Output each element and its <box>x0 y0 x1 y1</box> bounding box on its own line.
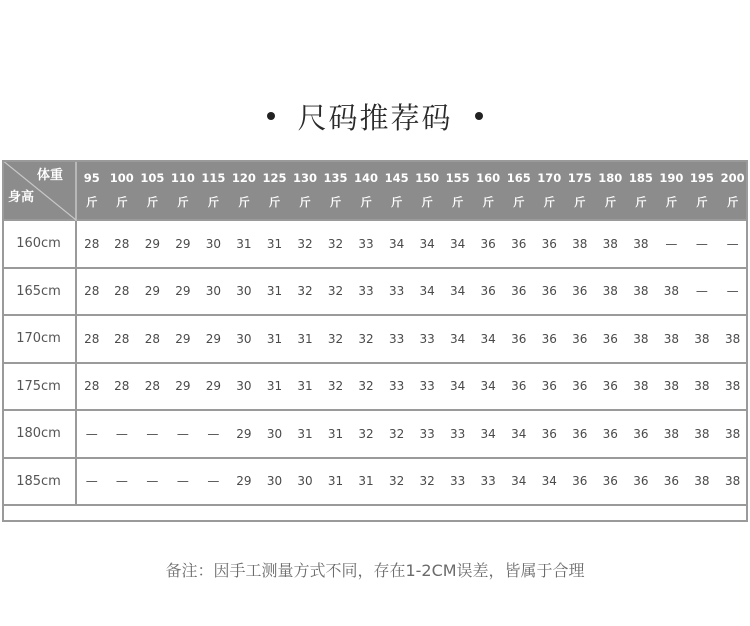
size-cell: 32 <box>320 315 351 363</box>
size-cell: 28 <box>76 220 107 268</box>
table-row <box>2 220 748 268</box>
size-cell: 36 <box>534 315 565 363</box>
size-cell: 38 <box>626 268 657 316</box>
size-cell: 34 <box>534 458 565 506</box>
weight-value: 195 <box>689 170 714 185</box>
size-cell: — <box>656 220 687 268</box>
weight-header-cell <box>534 160 565 220</box>
size-cell: — <box>76 458 107 506</box>
footnote: 备注：因手工测量方式不同，存在1-2CM误差，皆属于合理 <box>165 561 585 580</box>
weight-value: 180 <box>598 170 623 185</box>
size-cell: — <box>717 220 748 268</box>
weight-value: 185 <box>628 170 653 185</box>
size-cell: 28 <box>137 363 168 411</box>
size-cell: 33 <box>442 410 473 458</box>
page-header <box>0 94 750 138</box>
size-cell: 34 <box>442 363 473 411</box>
size-cell: 31 <box>259 315 290 363</box>
weight-axis-label: 体重 <box>37 168 64 183</box>
weight-header-cell <box>626 160 657 220</box>
weight-unit: 斤 <box>268 194 281 209</box>
weight-header-cell <box>290 160 321 220</box>
size-cell: 29 <box>198 315 229 363</box>
size-cell: 36 <box>626 458 657 506</box>
size-cell: 38 <box>626 220 657 268</box>
size-cell: 31 <box>351 458 382 506</box>
size-cell: 31 <box>290 410 321 458</box>
size-cell: 29 <box>168 315 199 363</box>
weight-unit: 斤 <box>696 194 708 209</box>
size-cell: 32 <box>290 220 321 268</box>
weight-value: 140 <box>354 170 379 185</box>
size-cell: 33 <box>381 268 412 316</box>
weight-header-cell <box>351 160 382 220</box>
weight-unit: 斤 <box>238 194 250 209</box>
weight-unit: 斤 <box>574 194 586 209</box>
table-row <box>2 268 748 316</box>
size-cell: 38 <box>687 363 718 411</box>
size-cell: 38 <box>626 363 657 411</box>
size-cell: — <box>198 458 229 506</box>
weight-value: 150 <box>415 170 440 185</box>
weight-value: 170 <box>537 170 562 185</box>
size-cell: 38 <box>687 458 718 506</box>
weight-value: 165 <box>506 170 531 185</box>
header-row <box>2 160 748 220</box>
table-row <box>2 410 748 458</box>
size-cell: 30 <box>229 268 260 316</box>
weight-value: 120 <box>231 170 256 185</box>
weight-unit: 斤 <box>482 194 494 209</box>
size-cell: 32 <box>320 220 351 268</box>
weight-header-cell <box>198 160 229 220</box>
size-cell: 38 <box>656 268 687 316</box>
size-cell: — <box>198 410 229 458</box>
weight-unit: 斤 <box>604 194 617 209</box>
size-cell: 28 <box>107 363 138 411</box>
size-cell: 36 <box>595 410 626 458</box>
size-cell: 36 <box>534 363 565 411</box>
size-cell: 34 <box>412 268 443 316</box>
weight-unit: 斤 <box>390 194 403 209</box>
size-cell: 31 <box>290 315 321 363</box>
size-cell: 31 <box>290 363 321 411</box>
size-cell: 31 <box>320 458 351 506</box>
size-cell: — <box>687 220 718 268</box>
size-cell: 28 <box>107 220 138 268</box>
weight-unit: 斤 <box>116 194 128 209</box>
weight-unit: 斤 <box>451 194 464 209</box>
weight-header-cell <box>687 160 718 220</box>
weight-unit: 斤 <box>177 194 189 209</box>
size-cell: 29 <box>229 410 260 458</box>
weight-value: 160 <box>476 170 501 185</box>
size-cell: 36 <box>565 458 596 506</box>
size-cell: 36 <box>565 315 596 363</box>
size-cell: 36 <box>503 315 534 363</box>
size-cell: 34 <box>381 220 412 268</box>
weight-header-cell <box>442 160 473 220</box>
size-cell: 30 <box>229 315 260 363</box>
size-cell: 32 <box>320 268 351 316</box>
size-cell: 36 <box>503 268 534 316</box>
weight-unit: 斤 <box>512 194 525 209</box>
size-cell: 38 <box>626 315 657 363</box>
weight-header-cell <box>168 160 199 220</box>
weight-value: 110 <box>170 170 195 185</box>
bullet-dot-icon <box>267 112 275 120</box>
size-cell: 29 <box>198 363 229 411</box>
size-cell: 36 <box>656 458 687 506</box>
size-cell: 28 <box>107 268 138 316</box>
weight-unit: 斤 <box>86 194 98 209</box>
size-cell: 34 <box>442 315 473 363</box>
weight-value: 130 <box>292 170 317 185</box>
height-axis-label: 身高 <box>8 190 35 205</box>
height-label-cell: 185cm <box>2 458 76 506</box>
size-cell: 36 <box>534 268 565 316</box>
table-row <box>2 315 748 363</box>
weight-value: 200 <box>720 170 745 185</box>
weight-header-cell <box>473 160 504 220</box>
size-cell: 34 <box>473 315 504 363</box>
size-cell: 36 <box>473 268 504 316</box>
weight-header-cell <box>137 160 168 220</box>
bullet-dot-icon <box>475 112 483 120</box>
weight-unit: 斤 <box>299 194 311 209</box>
size-cell: — <box>168 458 199 506</box>
size-cell: 33 <box>351 268 382 316</box>
size-cell: 30 <box>198 220 229 268</box>
size-cell: 38 <box>656 410 687 458</box>
size-cell: 38 <box>595 268 626 316</box>
size-cell: 33 <box>381 363 412 411</box>
size-cell: 32 <box>351 410 382 458</box>
weight-header-cell <box>259 160 290 220</box>
weight-unit: 斤 <box>146 194 159 209</box>
height-label-cell: 160cm <box>2 220 76 268</box>
weight-header-cell <box>717 160 748 220</box>
size-cell: 38 <box>717 410 748 458</box>
size-cell: 28 <box>76 315 107 363</box>
size-cell: 36 <box>534 220 565 268</box>
size-cell: 30 <box>198 268 229 316</box>
height-label-cell: 165cm <box>2 268 76 316</box>
size-cell: 31 <box>259 363 290 411</box>
size-cell: 38 <box>717 458 748 506</box>
size-cell: 36 <box>503 363 534 411</box>
size-cell: 29 <box>168 220 199 268</box>
size-cell: 33 <box>351 220 382 268</box>
size-cell: 29 <box>168 268 199 316</box>
size-cell: 36 <box>565 268 596 316</box>
size-cell: 34 <box>473 363 504 411</box>
weight-header-cell <box>381 160 412 220</box>
weight-header-cell <box>76 160 107 220</box>
size-cell: 34 <box>412 220 443 268</box>
weight-value: 115 <box>201 170 226 185</box>
size-cell: 38 <box>717 363 748 411</box>
size-cell: 32 <box>351 363 382 411</box>
size-cell: 31 <box>320 410 351 458</box>
size-cell: 34 <box>442 268 473 316</box>
size-cell: 32 <box>290 268 321 316</box>
size-cell: 36 <box>595 315 626 363</box>
size-cell: 36 <box>503 220 534 268</box>
weight-unit: 斤 <box>635 194 647 209</box>
size-cell: — <box>717 268 748 316</box>
size-cell: 32 <box>381 458 412 506</box>
size-cell: 32 <box>381 410 412 458</box>
weight-value: 190 <box>659 170 684 185</box>
size-cell: — <box>137 458 168 506</box>
size-cell: — <box>76 410 107 458</box>
size-cell: 30 <box>259 458 290 506</box>
size-cell: 30 <box>290 458 321 506</box>
size-cell: 36 <box>565 410 596 458</box>
weight-header-cell <box>229 160 260 220</box>
weight-value: 105 <box>140 170 165 185</box>
height-label-cell: 180cm <box>2 410 76 458</box>
size-cell: 36 <box>534 410 565 458</box>
size-cell: 33 <box>381 315 412 363</box>
size-cell: 28 <box>107 315 138 363</box>
weight-header-cell <box>503 160 534 220</box>
size-cell: 29 <box>137 220 168 268</box>
size-cell: 36 <box>565 363 596 411</box>
weight-header-cell <box>107 160 138 220</box>
page-title: 尺码推荐码 <box>297 100 453 135</box>
weight-value: 155 <box>445 170 470 185</box>
size-cell: 28 <box>76 268 107 316</box>
size-cell: 38 <box>687 315 718 363</box>
weight-header-cell <box>565 160 596 220</box>
size-cell: 33 <box>412 363 443 411</box>
size-cell: 34 <box>473 410 504 458</box>
size-cell: 30 <box>259 410 290 458</box>
size-cell: 28 <box>137 315 168 363</box>
size-cell: — <box>137 410 168 458</box>
table-row <box>2 363 748 411</box>
weight-unit: 斤 <box>665 194 678 209</box>
weight-value: 125 <box>262 170 287 185</box>
size-cell: — <box>107 458 138 506</box>
size-cell: 34 <box>442 220 473 268</box>
size-cell: 38 <box>656 363 687 411</box>
size-cell: 33 <box>412 410 443 458</box>
size-cell: 38 <box>656 315 687 363</box>
height-label-cell: 175cm <box>2 363 76 411</box>
weight-header-cell <box>320 160 351 220</box>
size-cell: 38 <box>687 410 718 458</box>
table-row <box>2 458 748 506</box>
size-cell: 33 <box>442 458 473 506</box>
weight-unit: 斤 <box>726 194 739 209</box>
weight-value: 135 <box>323 170 348 185</box>
size-cell: 33 <box>473 458 504 506</box>
height-label-cell: 170cm <box>2 315 76 363</box>
weight-unit: 斤 <box>329 194 342 209</box>
weight-header-cell <box>412 160 443 220</box>
weight-unit: 斤 <box>207 194 220 209</box>
size-cell: 31 <box>229 220 260 268</box>
weight-value: 145 <box>384 170 409 185</box>
size-cell: — <box>168 410 199 458</box>
size-cell: — <box>687 268 718 316</box>
size-cell: 32 <box>412 458 443 506</box>
size-cell: 32 <box>351 315 382 363</box>
size-cell: — <box>107 410 138 458</box>
weight-value: 175 <box>567 170 592 185</box>
size-cell: 34 <box>503 410 534 458</box>
size-cell: 29 <box>229 458 260 506</box>
size-cell: 32 <box>320 363 351 411</box>
weight-value: 95 <box>83 170 100 185</box>
size-cell: 31 <box>259 220 290 268</box>
size-cell: 34 <box>503 458 534 506</box>
size-cell: 36 <box>626 410 657 458</box>
size-cell: 36 <box>473 220 504 268</box>
size-cell: 38 <box>595 220 626 268</box>
weight-unit: 斤 <box>360 194 372 209</box>
size-cell: 36 <box>595 458 626 506</box>
size-cell: 31 <box>259 268 290 316</box>
size-cell: 33 <box>412 315 443 363</box>
size-cell: 29 <box>168 363 199 411</box>
weight-header-cell <box>595 160 626 220</box>
size-cell: 29 <box>137 268 168 316</box>
weight-value: 100 <box>109 170 134 185</box>
size-chart-table <box>2 160 748 506</box>
size-cell: 36 <box>595 363 626 411</box>
weight-header-cell <box>656 160 687 220</box>
size-cell: 28 <box>76 363 107 411</box>
size-cell: 30 <box>229 363 260 411</box>
weight-unit: 斤 <box>421 194 433 209</box>
size-cell: 38 <box>565 220 596 268</box>
weight-unit: 斤 <box>543 194 555 209</box>
header-corner-cell <box>2 160 76 220</box>
size-cell: 38 <box>717 315 748 363</box>
